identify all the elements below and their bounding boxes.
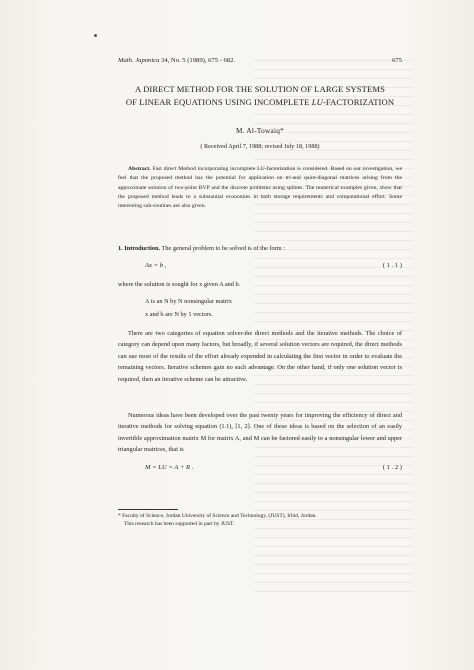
- journal-name: Math. Japonica: [118, 57, 160, 64]
- title-line-2: [112, 96, 408, 109]
- equation-1-2-label: ( 1 . 2 ): [382, 464, 402, 471]
- equation-1-1: [145, 262, 402, 269]
- title-line-2-part-b: LU: [311, 96, 323, 107]
- page-number: 675: [392, 57, 402, 64]
- abstract: [118, 165, 402, 211]
- footnote: [118, 512, 402, 528]
- journal-volume: 34, No. 5 (1989), 675 - 682.: [159, 57, 236, 64]
- section-heading: 1. Introduction.: [118, 245, 161, 252]
- footnote-support: This research has been supported in part by JUST.: [124, 521, 235, 527]
- equation-1-2-body: M = LU = A + R .: [145, 464, 194, 471]
- running-header: [118, 57, 402, 64]
- section-intro: [118, 243, 402, 254]
- paragraph-ideas: Numerous ideas have been developed over the past twenty years for improving the efficiency of direct and iterative methods for solving equation (1.1), [1, 2]. One of these ideas is based on the selection of an easily invertible approximation matrix M for matrix A, and M can be factored easily to a nonsingular lower and upper triangular matrices, that is: [118, 412, 402, 454]
- footnote-rule: [118, 509, 178, 510]
- title-line-1: A DIRECT METHOD FOR THE SOLUTION OF LARGE SYSTEMS: [135, 84, 385, 94]
- equation-1-2: [145, 464, 402, 471]
- footnote-affiliation: * Faculty of Science, Jordan University of Science and Technology, (JUST), Irbid, Jordan.: [118, 513, 317, 519]
- paper-title: [112, 83, 408, 108]
- author: M. Al-Towaiq*: [235, 127, 285, 135]
- title-line-2-part-a: OF LINEAR EQUATIONS USING INCOMPLETE: [125, 96, 312, 107]
- where-line: where the solution is sought for x given A and b.: [118, 281, 241, 288]
- paragraph-categories: There are two categories of equation solver-the direct methods and the iterative methods. The choice of category can depend upon many factors, but broadly, if several solution vectors are required, the direct methods can use most of the results of the effort already expended in calculating the first vector in order to evaluate the remaining vectors. Iterative schemes gain no such advantage. On the other hand, if only one solution vector is required, then an iterative scheme can be attractive.: [118, 330, 402, 383]
- matrix-definition: A is an N by N nonsingular matrix: [145, 298, 232, 305]
- abstract-text: Fast direct Method incorporating incomplete LU-factorization is considered. Based on our investigation, we feel that the proposed method has the potential for application on tri-and quint-diagonal matrices arising from the approximate solution of two-point BVP and the discrete problems using splines. The numerical examples given, show that the proposed method leads to a substantial economies in both storage requirements and computational effort. Some interesting sub-routines are also given.: [118, 166, 402, 210]
- section-intro-text: The general problem to be solved is of the form :: [161, 245, 285, 252]
- vector-definition: x and b are N by 1 vectors.: [145, 311, 213, 318]
- equation-1-1-body: Ax = b ,: [145, 262, 167, 269]
- equation-1-1-label: ( 1 . 1 ): [382, 262, 402, 269]
- received-dates: ( Received April 7, 1988; revised July 18, 1988): [200, 143, 320, 150]
- speck-mark: [94, 34, 97, 37]
- abstract-label: Abstract.: [128, 166, 151, 172]
- title-line-2-part-c: -FACTORIZATION: [322, 96, 395, 107]
